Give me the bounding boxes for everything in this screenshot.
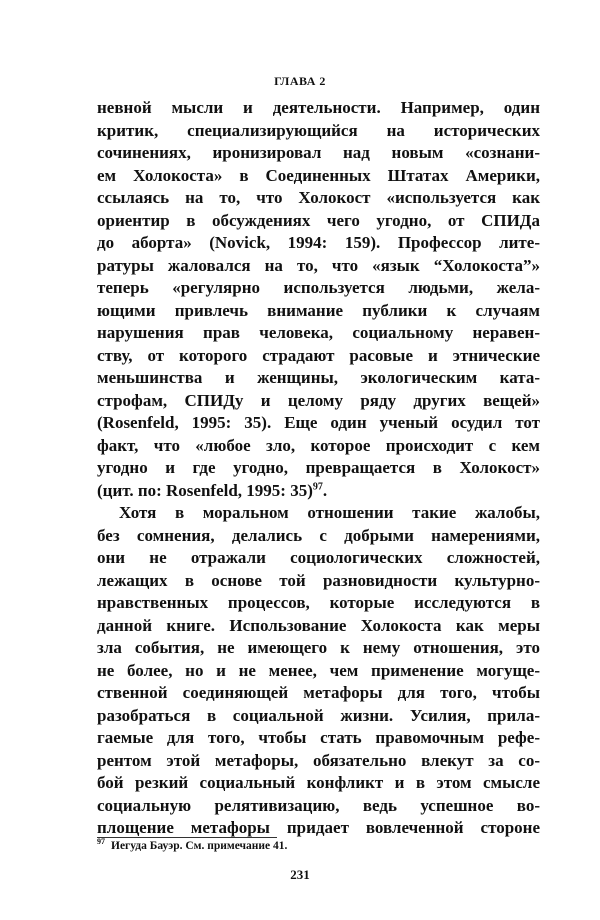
footnote-reference[interactable]: 97 bbox=[312, 480, 323, 492]
text-line: лежащих в основе той разновидности культурно- bbox=[97, 570, 540, 590]
footnote bbox=[97, 837, 288, 852]
text-line: зла события, не имеющего к нему отношения, это bbox=[97, 638, 540, 657]
text-line: без сомнения, делались с добрыми намерениями, bbox=[97, 525, 540, 545]
text-line: ссылаясь на то, что Холокост «используется как bbox=[97, 188, 540, 207]
citation-text: (цит. по: Rosenfeld, 1995: 35) bbox=[97, 480, 313, 500]
text-line: ориентир в обсуждениях чего угодно, от СПИДа bbox=[97, 210, 540, 230]
text-line: Хотя в моральном отношении такие жалобы, bbox=[119, 503, 540, 522]
text-line: ющими привлечь внимание публики к случаям bbox=[97, 300, 540, 320]
paragraph-2 bbox=[97, 502, 540, 840]
text-line: нарушения прав человека, социальному неравен- bbox=[97, 323, 540, 342]
text-line: данной книге. Использование Холокоста как меры bbox=[97, 615, 540, 635]
text-line: (Rosenfeld, 1995: 35). Еще один ученый осудил тот bbox=[97, 413, 540, 432]
text-line: невной мысли и деятельности. Например, один bbox=[97, 98, 540, 117]
text-line: разобраться в социальной жизни. Усилия, прила- bbox=[97, 705, 540, 725]
footnote-number: 97 bbox=[97, 837, 105, 847]
text-line: угодно и где угодно, превращается в Холокост» bbox=[97, 458, 540, 477]
text-line: гаемые для того, чтобы стать правомочным рефе- bbox=[97, 728, 540, 747]
text-line: ем Холокоста» в Соединенных Штатах Америки, bbox=[97, 165, 540, 185]
paragraph-1 bbox=[97, 97, 540, 480]
text-line: строфам, СПИДу и целому ряду других вещей» bbox=[97, 390, 540, 410]
text-line: они не отражали социологических сложностей, bbox=[97, 548, 540, 567]
text-line: нравственных процессов, которые исследуются в bbox=[97, 593, 540, 612]
text-line: до аборта» (Novick, 1994: 159). Профессор лите- bbox=[97, 233, 540, 252]
footnote-text: Иегуда Бауэр. См. примечание 41. bbox=[111, 840, 288, 852]
text-line: ству, от которого страдают расовые и этнические bbox=[97, 345, 540, 365]
footnote-divider bbox=[97, 837, 277, 838]
page-number: 231 bbox=[290, 867, 310, 882]
text-line: рентом этой метафоры, обязательно влекут за со- bbox=[97, 750, 540, 770]
text-line: сочинениях, иронизировал над новым «сознани- bbox=[97, 143, 540, 162]
paragraph-1-last-line bbox=[97, 480, 540, 503]
text-line: ственной соединяющей метафоры для того, чтобы bbox=[97, 683, 540, 702]
text-line: меньшинства и женщины, экологическим ката- bbox=[97, 368, 540, 387]
chapter-header: ГЛАВА 2 bbox=[274, 74, 326, 88]
text-line: не более, но и не менее, чем применение могуще- bbox=[97, 660, 540, 680]
period: . bbox=[322, 480, 328, 500]
text-line: бой резкий социальный конфликт и в этом смысле bbox=[97, 773, 540, 792]
page-body bbox=[97, 97, 540, 840]
text-line: критик, специализирующийся на исторических bbox=[97, 120, 540, 140]
text-line: площение метафоры придает вовлеченной стороне bbox=[97, 818, 540, 837]
text-line: теперь «регулярно используется людьми, жела- bbox=[97, 278, 540, 297]
text-line: ратуры жаловался на то, что «язык “Холокоста”» bbox=[97, 255, 540, 275]
text-line: социальную релятивизацию, ведь успешное во- bbox=[97, 795, 540, 815]
text-line: факт, что «любое зло, которое происходит с кем bbox=[97, 435, 540, 455]
